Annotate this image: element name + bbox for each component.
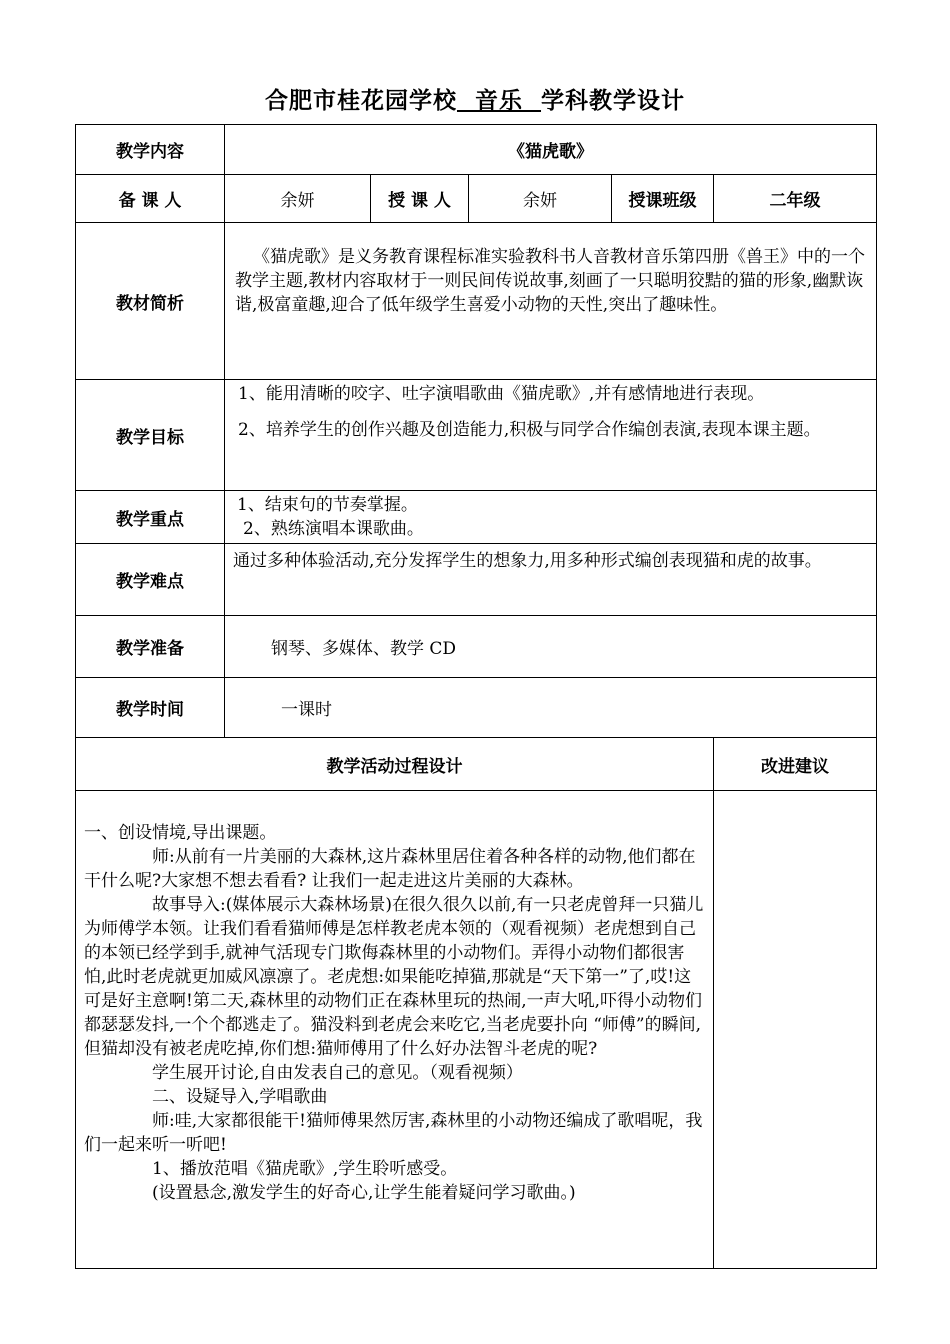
key-points-cell bbox=[225, 491, 877, 544]
prep-label: 备 课 人 bbox=[76, 175, 225, 223]
row-difficulties bbox=[76, 544, 877, 616]
preparation-label: 教学准备 bbox=[76, 616, 225, 678]
content-label: 教学内容 bbox=[76, 125, 225, 175]
prep-value: 余妍 bbox=[225, 175, 371, 223]
goals-label: 教学目标 bbox=[76, 380, 225, 491]
difficulties-label: 教学难点 bbox=[76, 544, 225, 616]
row-key-points bbox=[76, 491, 877, 544]
key-point-item: 1、结束句的节奏掌握。 bbox=[237, 495, 418, 515]
goals-cell bbox=[225, 380, 877, 491]
goal-item: 2、培养学生的创作兴趣及创造能力,积极与同学合作编创表演,表现本课主题。 bbox=[238, 420, 821, 440]
time-label: 教学时间 bbox=[76, 678, 225, 738]
key-point-item: 2、熟练演唱本课歌曲。 bbox=[243, 519, 424, 539]
process-paragraph: 故事导入:(媒体展示大森林场景)在很久很久以前,有一只老虎曾拜一只猫儿为师傅学本领。让我们看看猫师傅是怎样教老虎本领的（观看视频）老虎想到自己的本领已经学到手,就神气活现专门欺侮森林里的小动物们。弄得小动物们都很害怕,此时老虎就更加威风凛凛了。老虎想:如果能吃掉猫,那就是“天下第一”了,哎!这可是好主意啊!第二天,森林里的动物们正在森林里玩的热闹,一声大吼,吓得小动物们都瑟瑟发抖,一个个都逃走了。猫没料到老虎会来吃它,当老虎要扑向 “师傅”的瞬间,但猫却没有被老虎吃掉,你们想:猫师傅用了什么好办法智斗老虎的呢? bbox=[84, 895, 704, 1059]
textbook-text-cell bbox=[225, 223, 877, 380]
suggestion-header: 改进建议 bbox=[714, 738, 877, 791]
title-prefix: 合肥市桂花园学校 bbox=[264, 88, 457, 114]
preparation-value: 钢琴、多媒体、教学 CD bbox=[225, 616, 877, 678]
row-staff bbox=[76, 175, 877, 223]
process-paragraph: 学生展开讨论,自由发表自己的意见。（观看视频） bbox=[152, 1063, 523, 1083]
row-textbook bbox=[76, 223, 877, 380]
difficulties-text: 通过多种体验活动,充分发挥学生的想象力,用多种形式编创表现猫和虎的故事。 bbox=[225, 544, 877, 616]
row-preparation bbox=[76, 616, 877, 678]
lesson-plan-table bbox=[75, 124, 877, 1269]
suggestion-cell bbox=[714, 791, 877, 1269]
teach-label: 授 课 人 bbox=[371, 175, 469, 223]
content-value: 《猫虎歌》 bbox=[225, 125, 877, 175]
key-points-label: 教学重点 bbox=[76, 491, 225, 544]
class-label: 授课班级 bbox=[612, 175, 714, 223]
row-content bbox=[76, 125, 877, 175]
process-paragraph: 一、创设情境,导出课题。 bbox=[84, 823, 277, 843]
process-paragraph: 师:从前有一片美丽的大森林,这片森林里居住着各种各样的动物,他们都在干什么呢?大家想不想去看看? 让我们一起走进这片美丽的大森林。 bbox=[84, 847, 696, 891]
title-suffix: 学科教学设计 bbox=[541, 88, 686, 114]
process-paragraph: (设置悬念,激发学生的好奇心,让学生能着疑问学习歌曲。) bbox=[152, 1183, 576, 1203]
time-value: 一课时 bbox=[225, 678, 877, 738]
process-paragraph: 师:哇,大家都很能干!猫师傅果然厉害,森林里的小动物还编成了歌唱呢，我们一起来听一听吧! bbox=[84, 1111, 703, 1155]
process-paragraph: 二、设疑导入,学唱歌曲 bbox=[152, 1087, 328, 1107]
row-time bbox=[76, 678, 877, 738]
row-process-body bbox=[76, 791, 877, 1269]
class-value: 二年级 bbox=[714, 175, 877, 223]
teach-value: 余妍 bbox=[469, 175, 612, 223]
row-goals bbox=[76, 380, 877, 491]
process-paragraph: 1、播放范唱《猫虎歌》,学生聆听感受。 bbox=[152, 1159, 458, 1179]
row-process-header bbox=[76, 738, 877, 791]
goal-item: 1、能用清晰的咬字、吐字演唱歌曲《猫虎歌》,并有感情地进行表现。 bbox=[238, 384, 765, 404]
title-subject: 音乐 bbox=[456, 88, 542, 114]
page-title bbox=[0, 82, 950, 115]
process-body bbox=[76, 791, 714, 1269]
process-header: 教学活动过程设计 bbox=[76, 738, 714, 791]
textbook-text: 《猫虎歌》是义务教育课程标准实验教科书人音教材音乐第四册《兽王》中的一个教学主题,教材内容取材于一则民间传说故事,刻画了一只聪明狡黠的猫的形象,幽默诙谐,极富童趣,迎合了低年级学生喜爱小动物的天性,突出了趣味性。 bbox=[235, 247, 865, 315]
textbook-label: 教材简析 bbox=[76, 223, 225, 380]
